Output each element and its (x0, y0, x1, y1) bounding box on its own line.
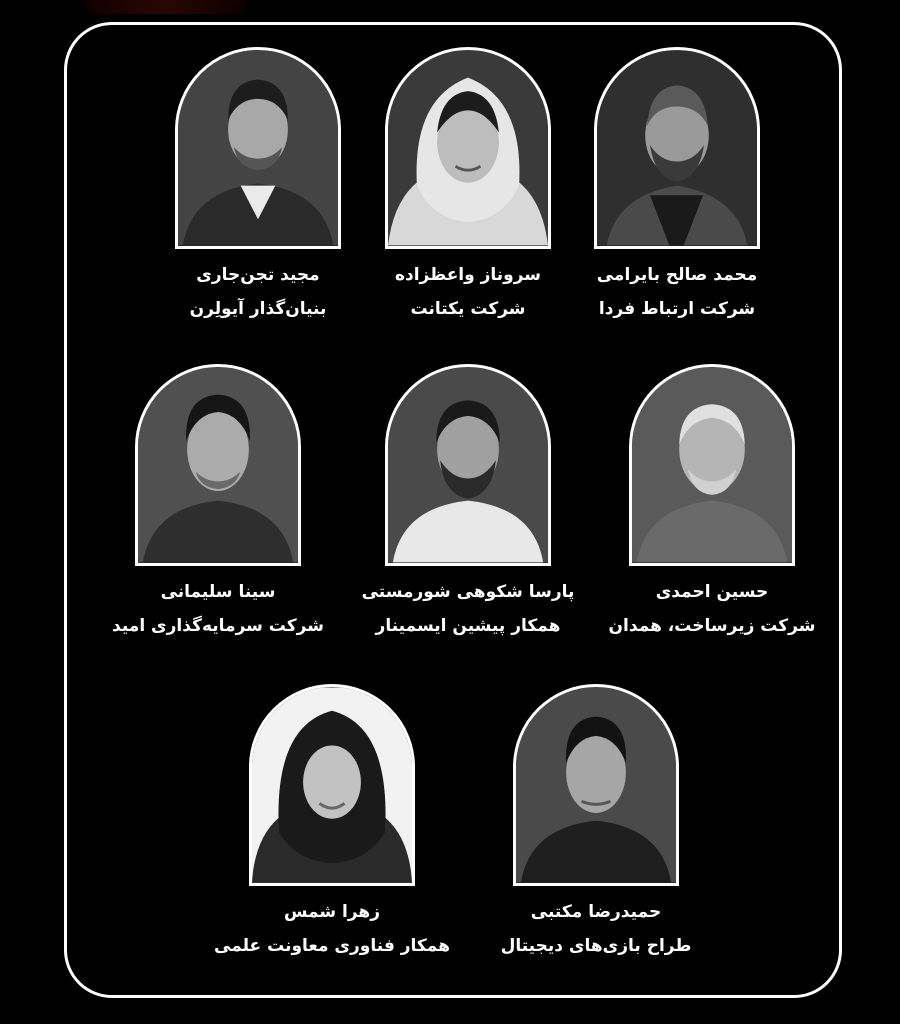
speaker-role: همکار فناوری معاونت علمی (214, 936, 450, 956)
speaker-role: بنیان‌گذار آیولِرن (189, 299, 327, 319)
speaker-photo (385, 47, 551, 249)
speaker-role: شرکت زیرساخت، همدان (608, 616, 816, 636)
speaker-name: محمد صالح بایرامی (596, 265, 758, 285)
speaker-card (108, 47, 408, 347)
speaker-photo (594, 47, 760, 249)
speaker-photo (385, 364, 551, 566)
portrait-man-suit-icon (178, 50, 338, 246)
speaker-photo (629, 364, 795, 566)
speaker-card (182, 684, 482, 984)
speaker-name: حمیدرضا مکتبی (530, 902, 662, 922)
speaker-name: سروناز واعظزاده (394, 265, 542, 285)
speaker-photo (513, 684, 679, 886)
speaker-role: طراح بازی‌های دیجیتال (500, 936, 692, 956)
speaker-name: پارسا شکوهی شورمستی (361, 582, 575, 602)
speaker-card (446, 684, 746, 984)
speaker-photo (175, 47, 341, 249)
speaker-photo (135, 364, 301, 566)
portrait-woman-headscarf-icon (388, 50, 548, 246)
portrait-young-man-icon (516, 687, 676, 883)
speaker-role: شرکت ارتباط فردا (598, 299, 756, 319)
top-decorative-bar (86, 0, 246, 14)
portrait-older-man-icon (632, 367, 792, 563)
speaker-name: حسین احمدی (655, 582, 769, 602)
portrait-man-beard-icon (597, 50, 757, 246)
speaker-name: سینا سلیمانی (160, 582, 276, 602)
speaker-role: شرکت یکتانت (410, 299, 526, 319)
speaker-role: شرکت سرمایه‌گذاری امید (112, 616, 324, 636)
speaker-role: همکار پیشین ایسمینار (375, 616, 561, 636)
speaker-card (68, 364, 368, 664)
portrait-young-man-icon (138, 367, 298, 563)
portrait-woman-hijab-icon (252, 687, 412, 883)
speaker-name: مجید تجن‌جاری (196, 265, 320, 285)
speaker-name: زهرا شمس (283, 902, 381, 922)
speaker-photo (249, 684, 415, 886)
portrait-man-beard-icon (388, 367, 548, 563)
